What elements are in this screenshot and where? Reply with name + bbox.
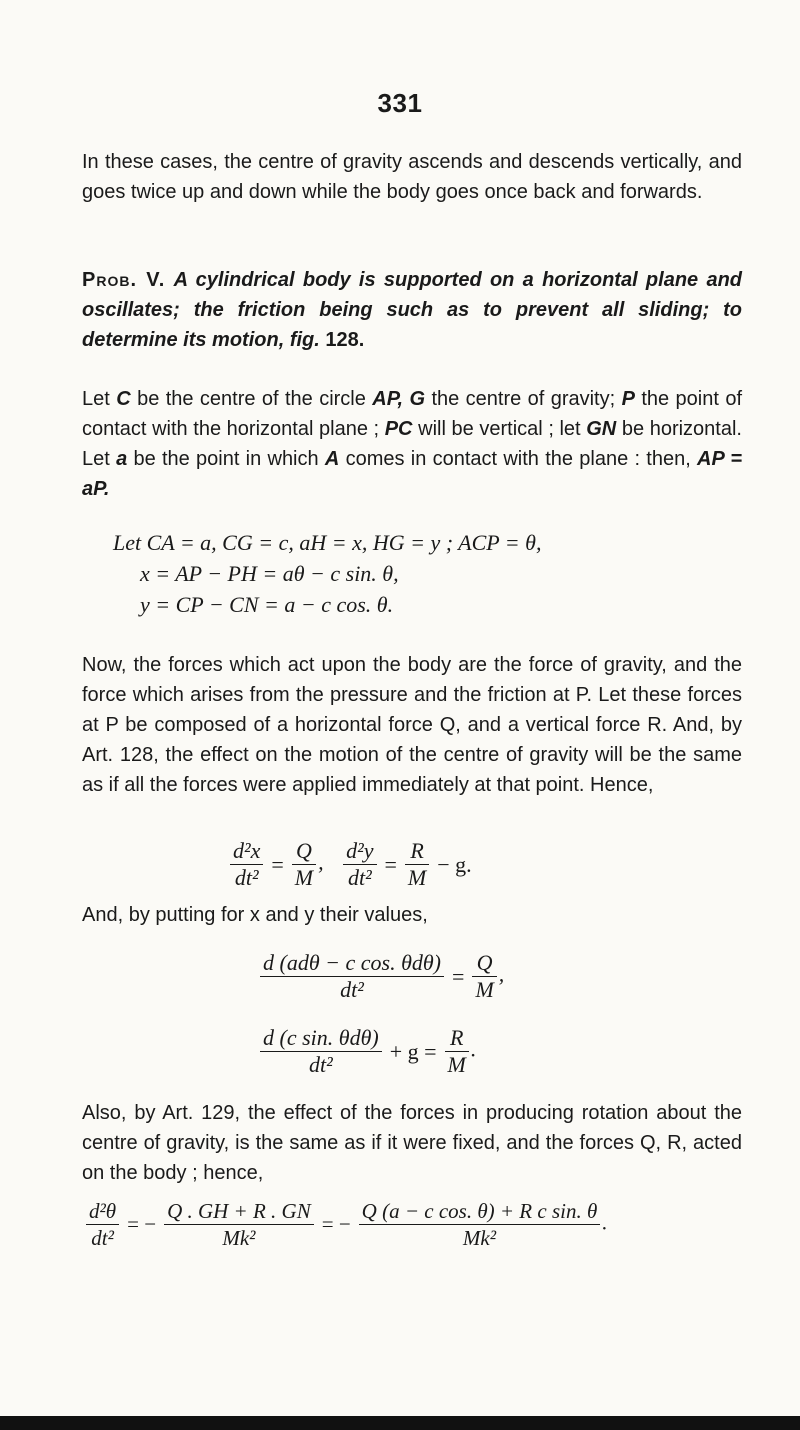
fraction: $\frac{R}{M}$: [405, 838, 429, 891]
text: the point of contact with the horizontal plane ;: [82, 388, 742, 440]
fraction: $\frac{\text{d²x}}{\text{dt²}}$: [230, 838, 263, 891]
paragraph-rotation: Also, by Art. 129, the effect of the forces in producing rotation about the centre of gravity, is the same as if it were fixed, and the forces Q, R, acted on the body ; hence,: [82, 1102, 742, 1184]
paragraph-substitute: And, by putting for x and y their values,: [82, 904, 428, 926]
definition-line-2: x = AP − PH = aθ − c sin. θ,: [140, 561, 399, 586]
fraction: $\frac{Q}{M}$: [292, 838, 316, 891]
text: Let: [82, 388, 110, 410]
symbol: PC: [384, 418, 413, 440]
text: be the point in which: [133, 448, 319, 470]
fraction: $\frac{R}{M}$: [445, 1025, 469, 1078]
text: be the centre of the circle: [137, 388, 366, 410]
problem-text: A cylindrical body is supported on a horizontal plane and oscillates; the friction being such as to prevent all sliding; to determine its motion,: [82, 269, 742, 351]
text: will be vertical ; let: [418, 418, 581, 440]
definition-line-3: y = CP − CN = a − c cos. θ.: [140, 592, 394, 617]
problem-statement: [82, 265, 742, 355]
fraction: $\frac{\text{d²y}}{\text{dt²}}$: [343, 838, 376, 891]
symbol: G: [409, 388, 426, 410]
paragraph-intro: In these cases, the centre of gravity ascends and descends vertically, and goes twice up and down while the body goes once back and forwards.: [82, 151, 742, 203]
equation-1: $\frac{\text{d²x}}{\text{dt²}}$ = $\frac{Q}{M}$ , $\frac{\text{d²y}}{\text{dt²}}$ = $\frac{R}{M}$ − g.: [228, 838, 478, 891]
symbol: P: [621, 388, 635, 410]
equation-3: $\frac{\text{d (c sin. θdθ)}}{\text{dt²}}$ + g = $\frac{R}{M}$ .: [258, 1025, 476, 1078]
fraction: $\frac{Q}{M}$: [472, 950, 496, 1003]
equation-4: $\frac{\text{d²θ}}{\text{dt²}}$ = − $\frac{Q . GH + R . GN}{\text{Mk²}}$ = − $\frac{\text{Q (a − c cos. θ) + R c sin. θ}}{\text{Mk²}}$ .: [84, 1198, 608, 1251]
symbol: GN: [586, 418, 617, 440]
paragraph-forces: Now, the forces which act upon the body are the force of gravity, and the force which arises from the pressure and the friction at P. Let these forces at P be composed of a horizontal force Q, and a vertical force R. And, by Art. 128, the effect on the motion of the centre of gravity will be the same as if all the forces were applied immediately at that point. Hence,: [82, 654, 742, 796]
fig-label: fig.: [289, 329, 320, 351]
page-edge-shadow: [0, 1416, 800, 1430]
text: comes in contact with the plane : then,: [345, 448, 691, 470]
paragraph-definitions: [82, 384, 742, 504]
fraction: $\frac{\text{d (adθ − c cos. θdθ)}}{\text{dt²}}$: [260, 950, 444, 1003]
fraction: $\frac{\text{d (c sin. θdθ)}}{\text{dt²}}$: [260, 1025, 382, 1078]
definition-line-1: Let CA = a, CG = c, aH = x, HG = y ; ACP = θ,: [113, 530, 542, 555]
fraction: $\frac{\text{d²θ}}{\text{dt²}}$: [86, 1198, 119, 1251]
symbol: A: [324, 448, 340, 470]
fraction: $\frac{Q . GH + R . GN}{\text{Mk²}}$: [164, 1198, 314, 1251]
symbol: C: [116, 388, 131, 410]
text: the centre of gravity;: [431, 388, 616, 410]
problem-heading: Prob. V.: [82, 269, 166, 291]
equation-inline: AP = aP.: [82, 448, 742, 500]
symbol: a: [116, 448, 128, 470]
text: be horizontal. Let: [82, 418, 742, 470]
fig-number: 128.: [325, 329, 365, 351]
page-number: 331: [377, 88, 423, 118]
equation-2: $\frac{\text{d (adθ − c cos. θdθ)}}{\text{dt²}}$ = $\frac{Q}{M}$ ,: [258, 950, 504, 1003]
symbol: AP,: [372, 388, 404, 410]
fraction: $\frac{\text{Q (a − c cos. θ) + R c sin. θ}}{\text{Mk²}}$: [359, 1198, 601, 1251]
